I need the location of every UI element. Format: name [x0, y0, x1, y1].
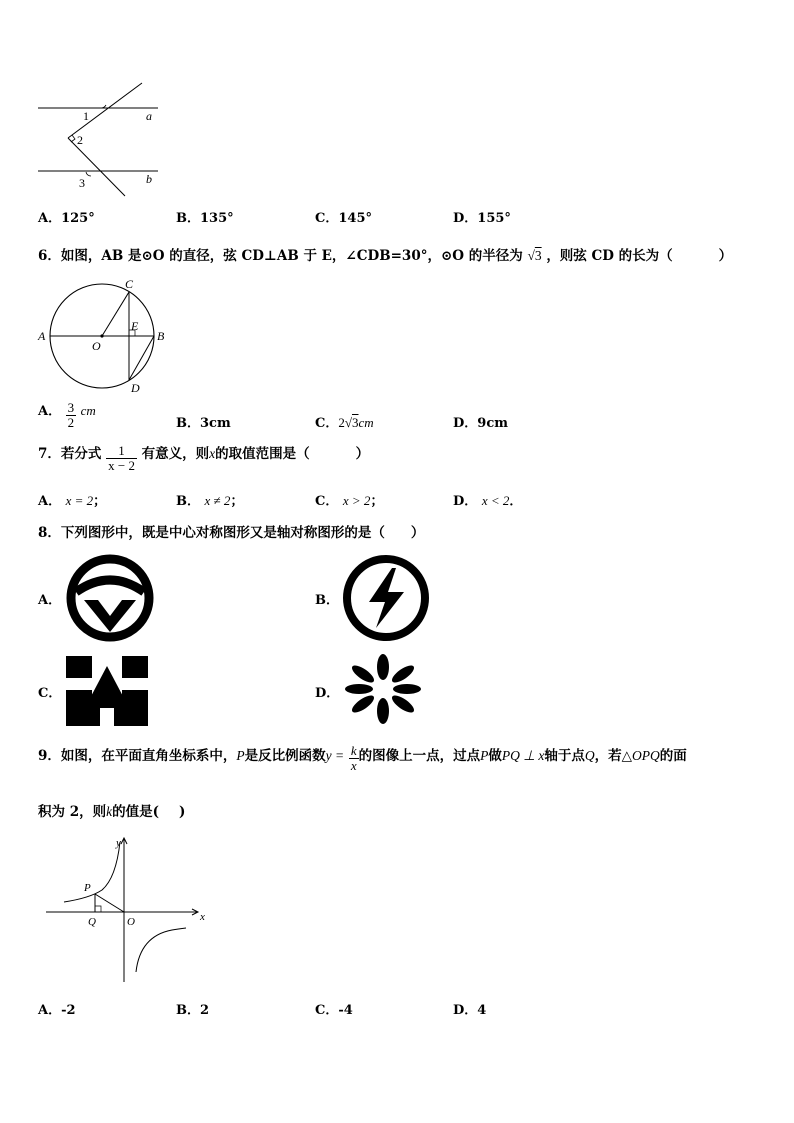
q5-parallel-lines-figure [30, 78, 170, 198]
q9-question-line1: 9．如图，在平面直角坐标系中，P是反比例函数y = $\frac{k}{x}$ 的图像上一点，过点P做PQ ⊥ x轴于点Q，若△OPQ的面 [38, 743, 687, 773]
q7-option-c[interactable]: C． x > 2； [315, 493, 384, 509]
q6-circle-figure [34, 274, 174, 396]
q6-label-d: D [131, 381, 140, 395]
q6-option-b[interactable]: B．3cm [176, 416, 231, 431]
q7-option-d[interactable]: D． x < 2． [453, 493, 523, 509]
q5-option-a[interactable]: A．125° [38, 211, 95, 226]
q8-question: 8．下列图形中，既是中心对称图形又是轴对称图形的是（ ） [38, 525, 425, 541]
q6-question [38, 244, 732, 264]
q8-flower-icon[interactable] [340, 654, 426, 724]
q6-label-b: B [157, 329, 165, 343]
q8-option-b[interactable]: B． [315, 593, 339, 608]
q8-option-c[interactable]: C． [38, 686, 62, 701]
q6-text-prefix: 6．如图，AB 是⊙O 的直径，弦 CD⊥AB 于 E，∠CDB=30°，⊙O 的半径为 [38, 248, 523, 264]
q6-sqrt: √3 [527, 248, 542, 263]
q9-point-p-label: P [84, 882, 91, 894]
q5-angle3-label: 3 [79, 176, 85, 190]
q8-block-shape-icon[interactable] [66, 656, 148, 726]
q5-option-c[interactable]: C．145° [315, 211, 372, 226]
q6-label-c: C [125, 277, 134, 291]
q7-option-a[interactable]: A． x = 2； [38, 493, 107, 509]
q5-angle1-label: 1 [83, 109, 89, 123]
q7-option-b[interactable]: B． x ≠ 2； [176, 493, 244, 509]
q9-option-b[interactable]: B．2 [176, 1003, 210, 1018]
q9-option-d[interactable]: D．4 [453, 1003, 487, 1018]
q9-point-q-label: Q [88, 916, 96, 928]
q6-label-a: A [38, 329, 46, 343]
q8-option-d[interactable]: D． [315, 686, 340, 701]
q9-origin-label: O [127, 916, 135, 928]
q9-option-a[interactable]: A．-2 [38, 1003, 76, 1018]
q6-text-suffix: ，则弦 CD 的长为（ [546, 248, 673, 264]
q5-option-b[interactable]: B．135° [176, 211, 234, 226]
q8-lightning-icon[interactable] [340, 552, 432, 644]
q6-label-o: O [92, 339, 101, 353]
q6-option-a[interactable]: A． $\frac{3}{2}$ cm [38, 400, 96, 430]
q9-coordinate-figure [40, 832, 210, 987]
q5-line-a-label: a [146, 109, 152, 123]
q9-option-c[interactable]: C．-4 [315, 1003, 353, 1018]
q9-y-axis-label: y [116, 837, 121, 849]
q8-logo-a-icon[interactable] [64, 552, 156, 644]
q9-question-line2: 积为 2，则k的值是( ) [38, 804, 186, 820]
q8-option-a[interactable]: A． [38, 593, 62, 608]
q6-option-d[interactable]: D．9cm [453, 416, 508, 431]
q5-option-d[interactable]: D．155° [453, 211, 511, 226]
q9-x-axis-label: x [200, 911, 205, 923]
q5-angle2-label: 2 [77, 133, 83, 147]
q7-question: 7．若分式 $\frac{1}{x - 2}$ 有意义，则x的取值范围是（ ） [38, 443, 370, 473]
q6-close-paren: ） [718, 248, 733, 264]
q5-line-b-label: b [146, 172, 152, 186]
q6-label-e: E [131, 319, 139, 333]
q6-option-c[interactable]: C．2√3cm [315, 415, 374, 431]
q7-fraction: $\frac{1}{x - 2}$ [108, 443, 135, 473]
